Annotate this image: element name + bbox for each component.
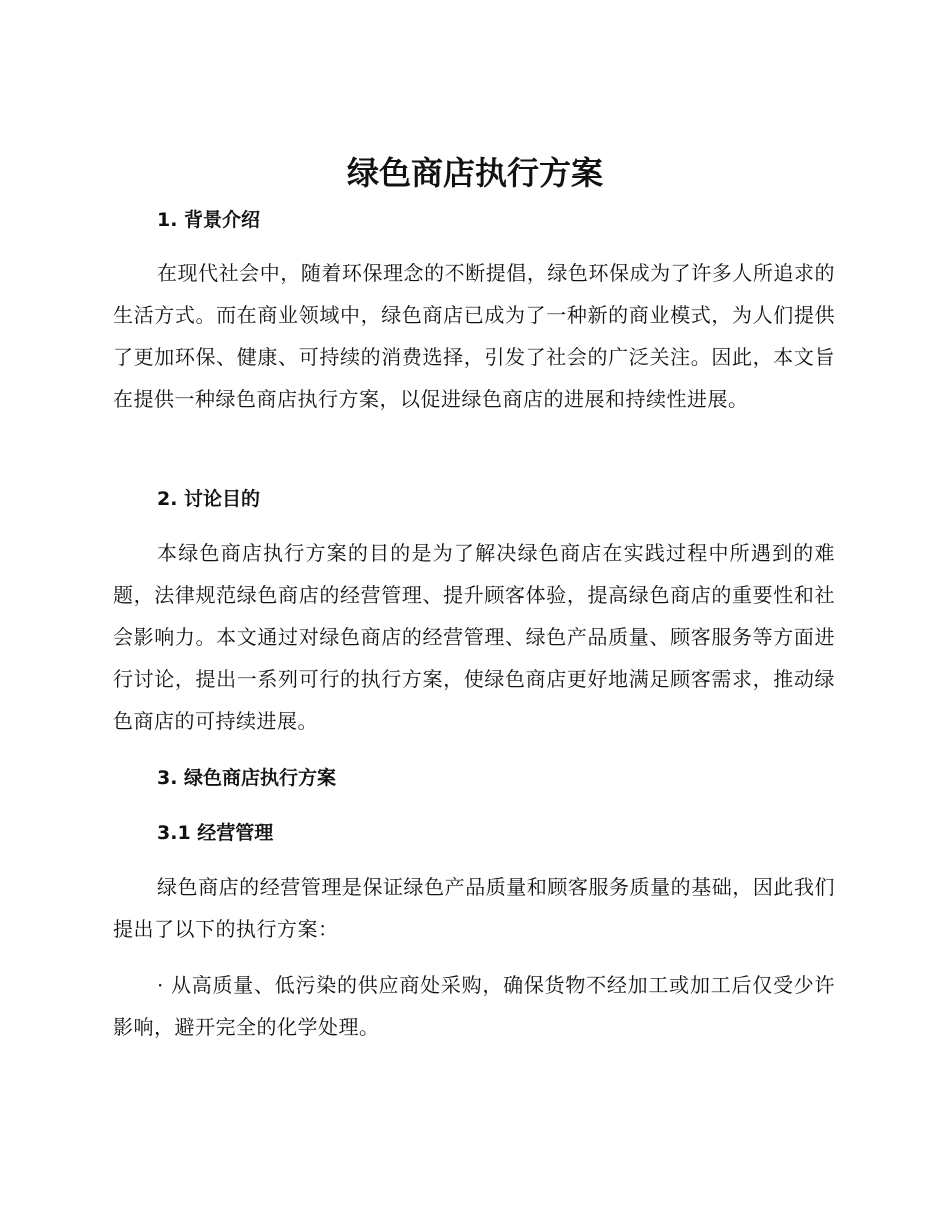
bullet-item-procurement: · 从高质量、低污染的供应商处采购，确保货物不经加工或加工后仅受少许影响，避开完全的化学处理。 xyxy=(113,973,835,1039)
section-heading-plan: 3. 绿色商店执行方案 xyxy=(157,767,337,789)
section-paragraph-background: 在现代社会中，随着环保理念的不断提倡，绿色环保成为了许多人所追求的生活方式。而在商业领域中，绿色商店已成为了一种新的商业模式，为人们提供了更加环保、健康、可持续的消费选择，引发了社会的广泛关注。因此，本文旨在提供一种绿色商店执行方案，以促进绿色商店的进展和持续性进展。 xyxy=(113,261,835,411)
subsection-heading-management: 3.1 经营管理 xyxy=(157,822,274,844)
document-title: 绿色商店执行方案 xyxy=(346,154,603,192)
section-paragraph-purpose: 本绿色商店执行方案的目的是为了解决绿色商店在实践过程中所遇到的难题，法律规范绿色商店的经营管理、提升顾客体验，提高绿色商店的重要性和社会影响力。本文通过对绿色商店的经营管理、绿色产品质量、顾客服务等方面进行讨论，提出一系列可行的执行方案，使绿色商店更好地满足顾客需求，推动绿色商店的可持续进展。 xyxy=(113,541,835,733)
section-heading-purpose: 2. 讨论目的 xyxy=(157,488,261,510)
subsection-paragraph-management: 绿色商店的经营管理是保证绿色产品质量和顾客服务质量的基础，因此我们提出了以下的执行方案： xyxy=(113,875,835,941)
section-heading-background: 1. 背景介绍 xyxy=(157,209,261,231)
